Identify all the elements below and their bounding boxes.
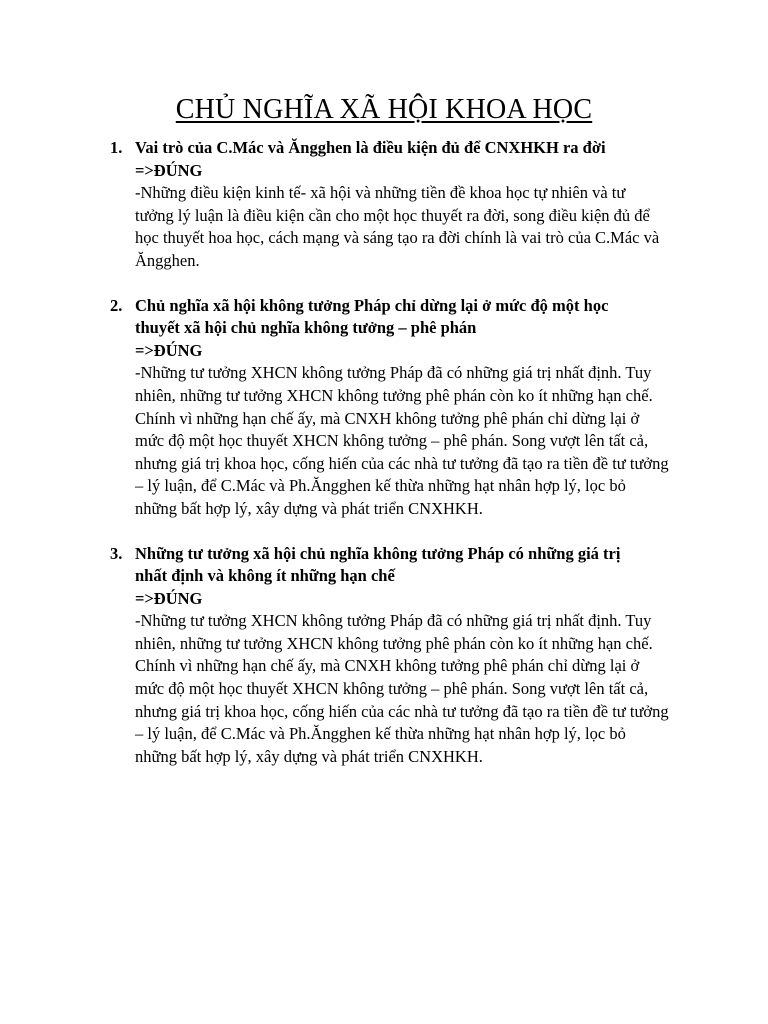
list-item	[110, 137, 670, 273]
item-question: Những tư tưởng xã hội chủ nghĩa không tưởng Pháp có những giá trị nhất định và không ít những hạn chế	[135, 543, 621, 586]
item-explanation: -Những tư tưởng XHCN không tưởng Pháp đã có những giá trị nhất định. Tuy nhiên, những tư tưởng XHCN không tưởng phê phán còn ko ít những hạn chế. Chính vì những hạn chế ấy, mà CNXH không tưởng phê phán chỉ dừng lại ở mức độ một học thuyết XHCN không tưởng – phê phán. Song vượt lên tất cả, nhưng giá trị khoa học, cống hiến của các nhà tư tưởng đã tạo ra tiền đề tư tưởng – lý luận, để C.Mác và Ph.Ăngghen kế thừa những hạt nhân hợp lý, lọc bỏ những bất hợp lý, xây dựng và phát triển CNXHKH.	[135, 363, 669, 518]
list-item	[110, 295, 670, 521]
item-explanation: -Những điều kiện kinh tế- xã hội và những tiền đề khoa học tự nhiên và tư tưởng lý luận là điều kiện cần cho một học thuyết ra đời, song điều kiện đủ để học thuyết hoa học, cách mạng và sáng tạo ra đời chính là vai trò của C.Mác và Ăngghen.	[135, 183, 660, 270]
page-title: CHỦ NGHĨA XÃ HỘI KHOA HỌC	[175, 94, 593, 125]
item-number: 1.	[110, 138, 123, 157]
item-explanation: -Những tư tưởng XHCN không tưởng Pháp đã có những giá trị nhất định. Tuy nhiên, những tư tưởng XHCN không tưởng phê phán còn ko ít những hạn chế. Chính vì những hạn chế ấy, mà CNXH không tưởng phê phán chỉ dừng lại ở mức độ một học thuyết XHCN không tưởng – phê phán. Song vượt lên tất cả, nhưng giá trị khoa học, cống hiến của các nhà tư tưởng đã tạo ra tiền đề tư tưởng – lý luận, để C.Mác và Ph.Ăngghen kế thừa những hạt nhân hợp lý, lọc bỏ những bất hợp lý, xây dựng và phát triển CNXHKH.	[135, 611, 669, 766]
item-answer: =>ĐÚNG	[135, 160, 203, 180]
item-question: Vai trò của C.Mác và Ăngghen là điều kiện đủ để CNXHKH ra đời	[135, 138, 606, 157]
item-question: Chủ nghĩa xã hội không tưởng Pháp chỉ dừng lại ở mức độ một học thuyết xã hội chủ nghĩa không tưởng – phê phán	[135, 295, 609, 338]
item-number: 3.	[110, 543, 123, 563]
list-item	[110, 543, 670, 769]
item-answer: =>ĐÚNG	[135, 588, 203, 608]
item-answer: =>ĐÚNG	[135, 340, 203, 360]
item-number: 2.	[110, 295, 123, 315]
question-list	[110, 137, 670, 768]
